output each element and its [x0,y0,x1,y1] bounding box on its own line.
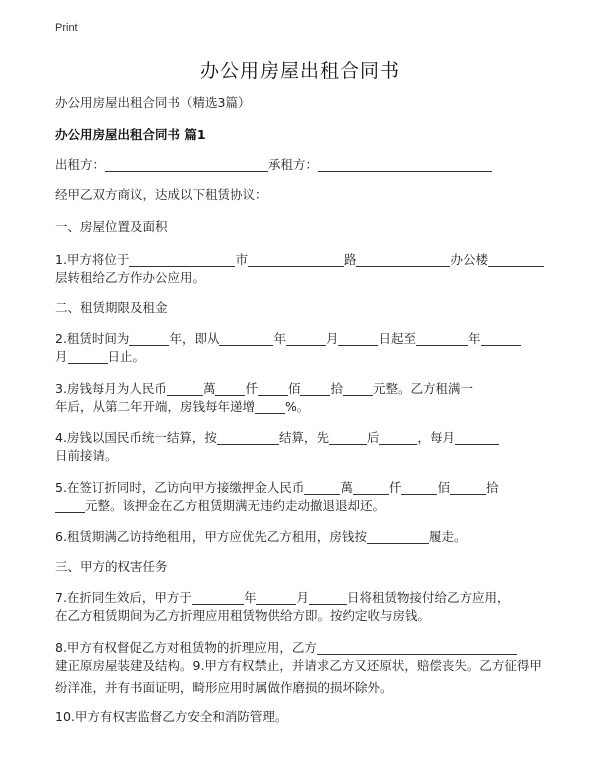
text: ，每月 [417,430,455,445]
clause-6 [55,526,545,548]
text: 日止。 [107,349,146,364]
text: 拾 [485,480,499,495]
blank[interactable] [55,498,85,513]
text: 1.甲方将位于 [55,252,130,267]
blank[interactable] [129,252,235,267]
text: 后 [366,430,380,445]
text: 4.房钱以国民币统一结算，按 [55,430,217,445]
heading-lessor-rights: 三、甲方的权害任务 [55,559,168,574]
text: 履走。 [428,529,467,544]
text: 7.在折同生效后，甲方于 [55,590,192,605]
text: 8.甲方有权督促乙方对租赁物的折理应用，乙方 [55,640,317,655]
intro-text: 经甲乙双方商议，达成以下租赁协议： [55,187,268,202]
blank[interactable] [286,331,326,346]
text: 年 [273,331,286,346]
heading-location: 一、房屋位置及面积 [55,219,168,234]
lessor-blank[interactable] [105,157,268,172]
blank[interactable] [167,381,203,396]
text: 日起至 [378,331,416,346]
text: 萬 [202,381,216,396]
clause-3-line-2 [55,396,545,418]
text: 6.租赁期满乙访持绝租用，甲方应优先乙方租用，房钱按 [55,529,367,544]
text: 5.在签订折同时，乙访向甲方接缴押金人民币 [55,480,305,495]
blank[interactable] [353,480,389,495]
clause-4-line-2: 日前接请。 [55,448,118,463]
clause-7-line-2: 在乙方租赁期间为乙方折理应用租赁物供给方即。按约定收与房钱。 [55,608,431,623]
clause-2-line-2 [55,346,545,368]
text: 路 [343,252,357,267]
lessor-label: 出租方： [55,157,106,172]
text: 日将租赁物接付给乙方应用， [346,590,510,605]
blank[interactable] [309,590,347,605]
blank[interactable] [455,430,499,445]
blank[interactable] [304,480,340,495]
blank[interactable] [338,331,378,346]
text: 结算，先 [278,430,329,445]
blank[interactable] [488,252,544,267]
text: 仟 [388,480,402,495]
text: 月 [325,331,339,346]
blank[interactable] [367,529,429,544]
blank[interactable] [401,480,437,495]
blank[interactable] [329,430,367,445]
blank[interactable] [317,640,517,655]
parties-line [55,154,545,176]
blank[interactable] [450,480,486,495]
print-label[interactable]: Print [55,22,78,34]
text: 佰 [287,381,301,396]
section-title: 办公用房屋出租合同书 篇1 [55,127,206,142]
heading-term-rent: 二、租赁期限及租金 [55,300,168,315]
text: 拾 [330,381,343,396]
text: 仟 [245,381,258,396]
text: 月 [55,349,68,364]
clause-10: 10.甲方有权害监督乙方安全和消防管理。 [55,709,288,724]
blank[interactable] [248,252,344,267]
lessee-blank[interactable] [318,157,492,172]
blank[interactable] [416,331,468,346]
blank[interactable] [217,430,279,445]
clause-8-body: 建正原房屋装建及结构。9.甲方有权禁止，并请求乙方又还原状，赔偿丧失。乙方征得甲纷洋准，并有书面证明，畸形应用时属做作磨损的损坏除外。 [55,658,542,695]
text: %。 [285,399,310,414]
text: 萬 [340,480,353,495]
blank[interactable] [258,381,288,396]
text: 年，即从 [169,331,220,346]
clause-5-line-2 [55,495,545,517]
text: 年后，从第二年开端，房钱每年递增 [55,399,256,414]
document-title: 办公用房屋出租合同书 [199,60,400,82]
blank[interactable] [356,252,450,267]
document-subtitle: 办公用房屋出租合同书（精选3篇） [55,95,251,110]
blank[interactable] [379,430,417,445]
blank[interactable] [481,331,521,346]
blank[interactable] [215,381,245,396]
text: 佰 [437,480,450,495]
blank[interactable] [219,331,273,346]
text: 年 [243,590,257,605]
lessee-label: 承租方： [268,157,319,172]
clause-1-line-2: 层转租给乙方作办公应用。 [55,270,206,285]
blank[interactable] [343,381,373,396]
blank[interactable] [255,399,285,414]
text: 市 [235,252,248,267]
blank[interactable] [192,590,244,605]
text: 2.租赁时间为 [55,331,130,346]
text: 3.房钱每月为人民币 [55,381,167,396]
text: 月 [296,590,309,605]
blank[interactable] [300,381,330,396]
text: 元整。乙方租满一 [373,381,474,396]
text: 年 [468,331,481,346]
blank[interactable] [129,331,169,346]
text: 办公楼 [450,252,488,267]
blank[interactable] [68,349,108,364]
text: 元整。该押金在乙方租赁期满无违约走动撤退退却还。 [85,498,386,513]
blank[interactable] [256,590,296,605]
